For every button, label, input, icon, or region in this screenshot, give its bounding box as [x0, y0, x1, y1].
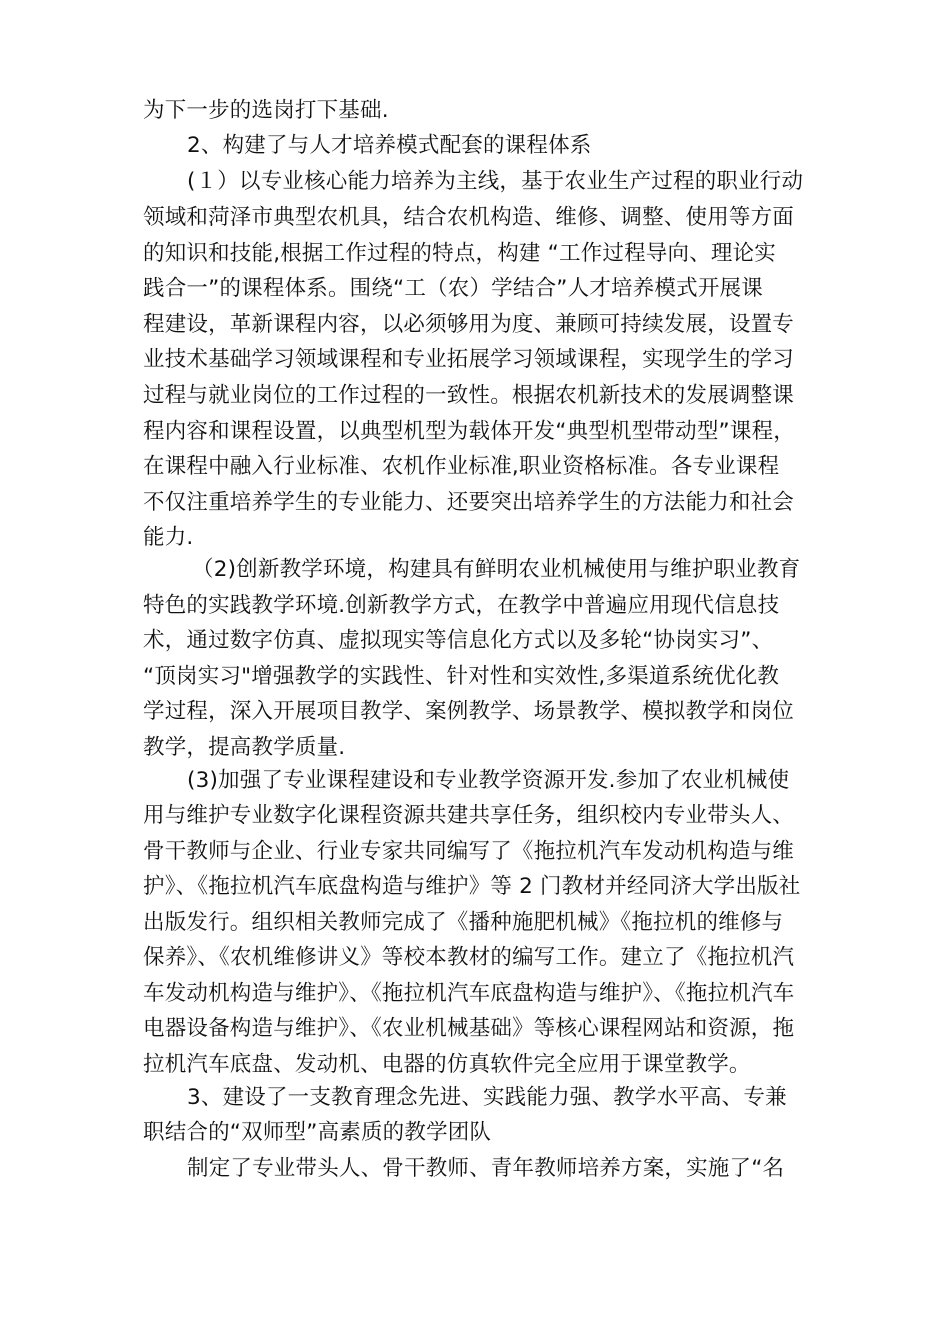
text-line: 出版发行。组织相关教师完成了《播种施肥机械》《拖拉机的维修与 [143, 910, 784, 935]
text-line: 过程与就业岗位的工作过程的一致性。根据农机新技术的发展调整课 [143, 383, 795, 408]
section-heading: 2、构建了与人才培养模式配套的课程体系 [187, 133, 592, 158]
text-line: 在课程中融入行业标准、农机作业标准,职业资格标准。各专业课程 [143, 454, 780, 479]
text-line: 业技术基础学习领域课程和专业拓展学习领域课程，实现学生的学习 [143, 347, 795, 372]
text-line: (１）以专业核心能力培养为主线，基于农业生产过程的职业行动 [187, 169, 804, 194]
text-line: 践合一”的课程体系。围绕“工（农）学结合”人才培养模式开展课 [143, 276, 763, 301]
text-line: “顶岗实习"增强教学的实践性、针对性和实效性,多渠道系统优化教 [143, 664, 780, 689]
text-line: 程内容和课程设置，以典型机型为载体开发“典型机型带动型”课程， [143, 419, 795, 444]
text-line: （2)创新教学环境，构建具有鲜明农业机械使用与维护职业教育 [192, 557, 801, 582]
text-line: 术，通过数字仿真、虚拟现实等信息化方式以及多轮“协岗实习”、 [143, 628, 774, 653]
text-line: (3)加强了专业课程建设和专业教学资源开发.参加了农业机械使 [187, 768, 790, 793]
section-heading: 职结合的“双师型”高素质的教学团队 [143, 1120, 492, 1145]
text-line: 车发动机构造与维护》、《拖拉机汽车底盘构造与维护》、《拖拉机汽车 [143, 981, 795, 1006]
text-line: 能力. [143, 525, 194, 550]
text-line: 领域和菏泽市典型农机具，结合农机构造、维修、调整、使用等方面 [143, 205, 795, 230]
text-line: 不仅注重培养学生的专业能力、还要突出培养学生的方法能力和社会 [143, 490, 795, 515]
text-line: 护》、《拖拉机汽车底盘构造与维护》等 2 门教材并经同济大学出版社 [143, 874, 801, 899]
text-line: 程建设，革新课程内容，以必须够用为度、兼顾可持续发展，设置专 [143, 312, 795, 337]
text-line: 用与维护专业数字化课程资源共建共享任务，组织校内专业带头人、 [143, 803, 795, 828]
text-line: 教学，提高教学质量. [143, 735, 346, 760]
text-line: 拉机汽车底盘、发动机、电器的仿真软件完全应用于课堂教学。 [143, 1052, 751, 1077]
section-heading: 3、建设了一支教育理念先进、实践能力强、教学水平高、专兼 [187, 1085, 787, 1110]
text-line: 学过程，深入开展项目教学、案例教学、场景教学、模拟教学和岗位 [143, 699, 795, 724]
text-line: 为下一步的选岗打下基础. [143, 98, 389, 123]
text-line: 保养》、《农机维修讲义》等校本教材的编写工作。建立了《拖拉机汽 [143, 945, 795, 970]
text-line: 骨干教师与企业、行业专家共同编写了《拖拉机汽车发动机构造与维 [143, 839, 795, 864]
text-line: 电器设备构造与维护》、《农业机械基础》等核心课程网站和资源，拖 [143, 1016, 795, 1041]
text-line: 特色的实践教学环境.创新教学方式，在教学中普遍应用现代信息技 [143, 593, 780, 618]
text-line: 制定了专业带头人、骨干教师、青年教师培养方案，实施了“名 [187, 1156, 785, 1181]
text-line: 的知识和技能,根据工作过程的特点，构建 “工作过程导向、理论实 [143, 241, 777, 266]
